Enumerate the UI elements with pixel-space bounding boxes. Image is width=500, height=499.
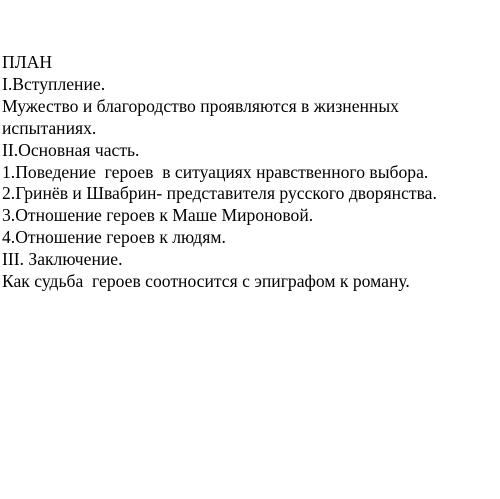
plan-heading: ПЛАН bbox=[2, 52, 53, 72]
list-item: 2.Гринёв и Швабрин- представителя русского дворянства. bbox=[2, 183, 437, 204]
section-main-part: II.Основная часть. bbox=[2, 139, 140, 160]
text-line: испытаниях. bbox=[2, 117, 97, 138]
list-item: 1.Поведение героев в ситуациях нравственного выбора. bbox=[2, 161, 429, 182]
list-item: 3.Отношение героев к Маше Мироновой. bbox=[2, 205, 314, 226]
section-introduction: I.Вступление. bbox=[2, 73, 106, 94]
list-item: 4.Отношение героев к людям. bbox=[2, 227, 226, 248]
text-line: Мужество и благородство проявляются в жизненных bbox=[2, 95, 399, 116]
text-line: Как судьба героев соотносится с эпиграфом к роману. bbox=[2, 271, 410, 292]
section-conclusion: III. Заключение. bbox=[2, 249, 123, 270]
plan-document bbox=[2, 52, 498, 293]
